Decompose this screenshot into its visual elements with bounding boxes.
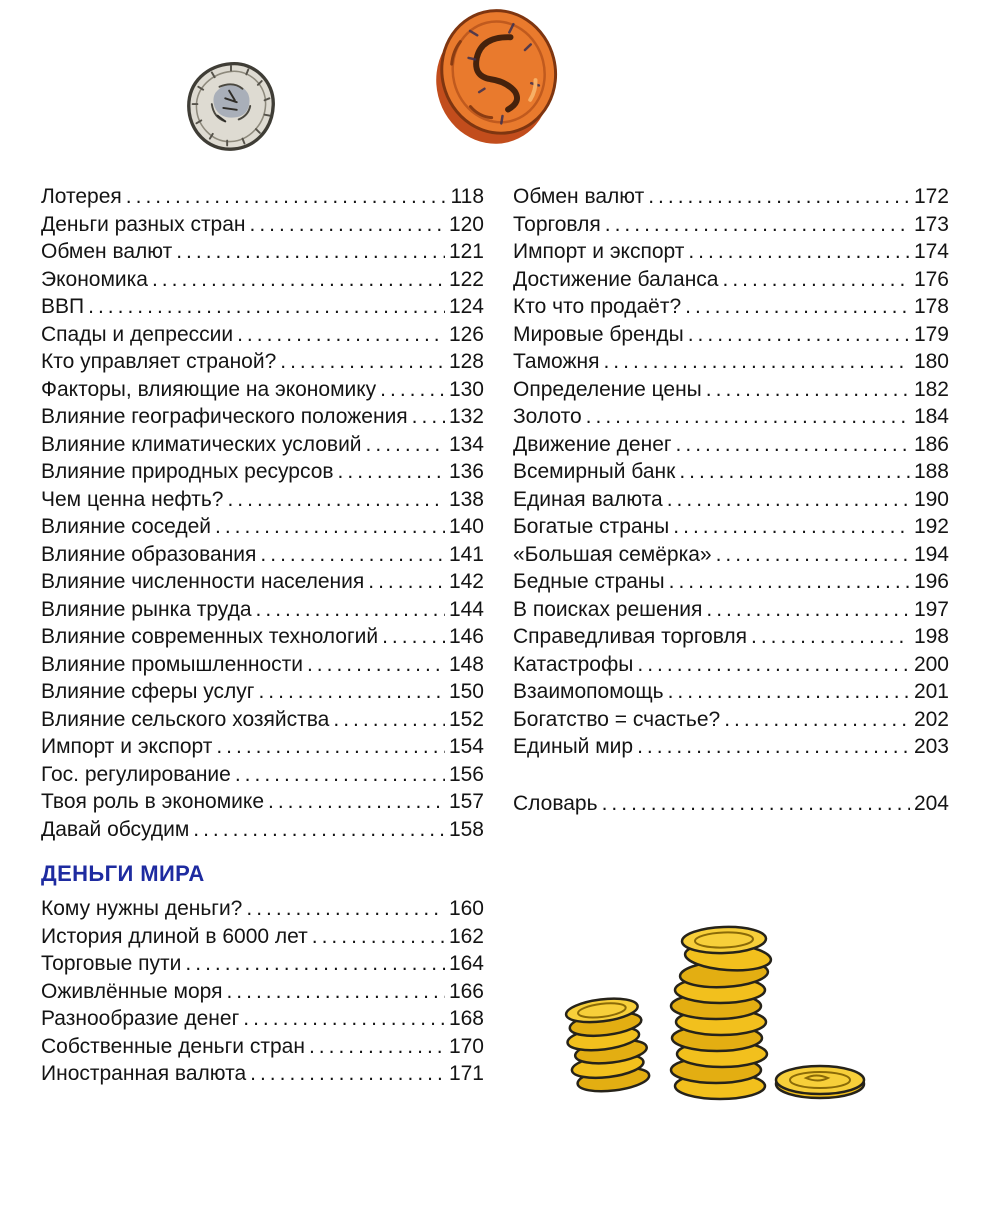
toc-entry-title: Влияние сельского хозяйства bbox=[41, 707, 330, 731]
toc-entry-title: Чем ценна нефть? bbox=[41, 487, 224, 511]
toc-entry-leader bbox=[193, 816, 445, 844]
toc-entry-title: Катастрофы bbox=[513, 652, 634, 676]
toc-entry-title: Всемирный банк bbox=[513, 460, 676, 483]
toc-entry-page: 186 bbox=[913, 432, 949, 456]
ancient-coin-illustration bbox=[183, 58, 279, 154]
toc-entry-page: 176 bbox=[913, 267, 949, 291]
toc-entry bbox=[513, 568, 949, 596]
toc-entry-page: 204 bbox=[913, 791, 949, 815]
coin-stacks-illustration bbox=[552, 884, 874, 1108]
toc-entry-title: Кто что продаёт? bbox=[513, 295, 682, 318]
toc-entry-leader bbox=[688, 238, 910, 266]
toc-entry-page: 171 bbox=[448, 1062, 484, 1085]
toc-entry bbox=[41, 678, 484, 706]
toc-entry-title: Иностранная валюта bbox=[41, 1062, 247, 1085]
toc-entry-page: 158 bbox=[448, 817, 484, 841]
toc-entry-page: 180 bbox=[913, 350, 949, 373]
toc-entry-title: В поисках решения bbox=[513, 597, 703, 621]
toc-entry-page: 124 bbox=[448, 295, 484, 318]
toc-entry-page: 146 bbox=[448, 625, 484, 648]
toc-entry-page: 197 bbox=[913, 597, 949, 621]
toc-entry-title: Влияние промышленности bbox=[41, 652, 303, 676]
toc-entry bbox=[41, 266, 484, 294]
toc-entry-leader bbox=[380, 376, 445, 404]
toc-entry-page: 140 bbox=[448, 515, 484, 538]
toc-entry-page: 144 bbox=[448, 597, 484, 621]
toc-entry-leader bbox=[338, 458, 445, 486]
toc-entry-title: Влияние сферы услуг bbox=[41, 680, 255, 703]
toc-entry-title: Торговля bbox=[513, 212, 601, 236]
toc-entry bbox=[41, 238, 484, 266]
toc-entry-title: Обмен валют bbox=[513, 185, 645, 208]
toc-entry bbox=[513, 431, 949, 459]
toc-entry bbox=[41, 623, 484, 651]
toc-entry-title: Влияние образования bbox=[41, 542, 257, 566]
toc-entry-title: Оживлённые моря bbox=[41, 979, 223, 1003]
toc-entry-page: 202 bbox=[913, 707, 949, 731]
toc-entry-title: Твоя роль в экономике bbox=[41, 790, 264, 813]
toc-entry bbox=[513, 596, 949, 624]
toc-entry-leader bbox=[260, 541, 445, 569]
section-heading: ДЕНЬГИ МИРА bbox=[41, 861, 205, 886]
toc-entry-leader bbox=[706, 596, 910, 624]
toc-entry-leader bbox=[706, 376, 910, 404]
toc-entry bbox=[513, 513, 949, 541]
toc-entry-page: 179 bbox=[913, 322, 949, 346]
toc-entry bbox=[513, 651, 949, 679]
toc-entry-leader bbox=[605, 211, 910, 239]
toc-entry bbox=[513, 541, 949, 569]
toc-entry-page: 194 bbox=[913, 542, 949, 566]
toc-entry-leader bbox=[226, 978, 445, 1006]
toc-entry-leader bbox=[227, 486, 444, 514]
toc-entry-page: 170 bbox=[448, 1034, 484, 1058]
toc-right-column bbox=[513, 183, 949, 817]
toc-entry-leader bbox=[669, 568, 910, 596]
toc-entry-glossary bbox=[513, 790, 949, 818]
toc-entry bbox=[513, 183, 949, 211]
toc-entry bbox=[41, 458, 484, 486]
toc-entry bbox=[41, 431, 484, 459]
toc-entry-page: 136 bbox=[448, 460, 484, 483]
toc-entry-leader bbox=[648, 183, 910, 211]
toc-entry-page: 174 bbox=[913, 240, 949, 263]
toc-entry-leader bbox=[679, 458, 910, 486]
toc-entry bbox=[513, 348, 949, 376]
toc-entry-leader bbox=[637, 733, 910, 761]
toc-entry-title: Таможня bbox=[513, 350, 600, 373]
toc-section-list bbox=[41, 895, 484, 1088]
toc-entry-title: Мировые бренды bbox=[513, 322, 684, 346]
toc-entry bbox=[41, 788, 484, 816]
toc-entry bbox=[513, 706, 949, 734]
toc-entry-title: Влияние численности населения bbox=[41, 570, 365, 593]
toc-entry bbox=[41, 733, 484, 761]
toc-entry-leader bbox=[366, 431, 445, 459]
toc-entry bbox=[41, 183, 484, 211]
toc-entry-page: 126 bbox=[448, 322, 484, 346]
toc-entry-title: Определение цены bbox=[513, 377, 702, 401]
toc-entry-page: 130 bbox=[448, 377, 484, 401]
toc-entry-page: 196 bbox=[913, 570, 949, 593]
toc-entry bbox=[41, 1033, 484, 1061]
toc-entry-title: Импорт и экспорт bbox=[41, 735, 213, 758]
toc-entry-page: 178 bbox=[913, 295, 949, 318]
toc-entry-title: «Большая семёрка» bbox=[513, 542, 712, 566]
toc-left-list bbox=[41, 183, 484, 843]
toc-entry-leader bbox=[724, 706, 910, 734]
toc-entry-leader bbox=[216, 733, 445, 761]
toc-entry-leader bbox=[235, 761, 445, 789]
toc-entry-page: 160 bbox=[448, 897, 484, 920]
toc-entry-leader bbox=[751, 623, 910, 651]
toc-entry bbox=[513, 238, 949, 266]
toc-entry bbox=[41, 1005, 484, 1033]
toc-entry-page: 148 bbox=[448, 652, 484, 676]
toc-entry-page: 118 bbox=[450, 185, 484, 208]
toc-entry bbox=[41, 761, 484, 789]
toc-entry-page: 188 bbox=[913, 460, 949, 483]
toc-entry-leader bbox=[88, 293, 445, 321]
toc-entry-page: 138 bbox=[448, 487, 484, 511]
toc-entry-leader bbox=[676, 431, 910, 459]
toc-entry-title: Влияние географического положения bbox=[41, 405, 408, 428]
toc-entry-title: Обмен валют bbox=[41, 240, 173, 263]
orange-coin-illustration bbox=[428, 4, 566, 148]
toc-entry-title: Разнообразие денег bbox=[41, 1007, 240, 1030]
toc-entry-leader bbox=[685, 293, 910, 321]
toc-entry-title: Бедные страны bbox=[513, 570, 665, 593]
toc-entry-page: 192 bbox=[913, 515, 949, 538]
toc-entry bbox=[513, 211, 949, 239]
toc-entry-leader bbox=[268, 788, 445, 816]
toc-entry-title: Импорт и экспорт bbox=[513, 240, 685, 263]
toc-entry-page: 162 bbox=[448, 924, 484, 948]
toc-entry-leader bbox=[602, 790, 910, 818]
toc-entry-leader bbox=[258, 678, 445, 706]
toc-entry-leader bbox=[237, 321, 445, 349]
toc-entry bbox=[513, 623, 949, 651]
toc-entry-leader bbox=[637, 651, 910, 679]
toc-entry-leader bbox=[280, 348, 445, 376]
toc-entry bbox=[41, 486, 484, 514]
toc-entry-title: Кто управляет страной? bbox=[41, 350, 277, 373]
toc-entry-page: 157 bbox=[448, 790, 484, 813]
toc-entry-leader bbox=[688, 321, 910, 349]
toc-left-column bbox=[41, 183, 484, 1088]
toc-entry-title: Влияние рынка труда bbox=[41, 597, 252, 621]
toc-entry-title: Лотерея bbox=[41, 185, 122, 208]
toc-entry bbox=[513, 678, 949, 706]
toc-entry bbox=[41, 895, 484, 923]
toc-entry-title: ВВП bbox=[41, 295, 85, 318]
toc-entry-page: 182 bbox=[913, 377, 949, 401]
toc-entry-leader bbox=[716, 541, 910, 569]
toc-entry-title: История длиной в 6000 лет bbox=[41, 924, 308, 948]
toc-entry-leader bbox=[673, 513, 910, 541]
toc-entry-leader bbox=[250, 211, 445, 239]
toc-entry bbox=[513, 376, 949, 404]
toc-entry-page: 173 bbox=[913, 212, 949, 236]
toc-entry-leader bbox=[723, 266, 910, 294]
toc-entry-page: 152 bbox=[448, 707, 484, 731]
toc-entry-title: Собственные деньги стран bbox=[41, 1034, 305, 1058]
toc-entry bbox=[41, 978, 484, 1006]
toc-entry-title: Единая валюта bbox=[513, 487, 663, 511]
toc-entry-leader bbox=[368, 568, 445, 596]
toc-entry-title: Единый мир bbox=[513, 735, 634, 758]
toc-entry-page: 120 bbox=[448, 212, 484, 236]
toc-entry-leader bbox=[312, 923, 445, 951]
toc-entry-page: 201 bbox=[913, 680, 949, 703]
toc-entry-leader bbox=[256, 596, 445, 624]
toc-entry bbox=[513, 486, 949, 514]
toc-entry bbox=[513, 293, 949, 321]
toc-entry-leader bbox=[307, 651, 445, 679]
toc-entry-title: Богатые страны bbox=[513, 515, 670, 538]
toc-entry-page: 134 bbox=[448, 432, 484, 456]
toc-entry-leader bbox=[250, 1060, 445, 1088]
toc-entry-leader bbox=[309, 1033, 445, 1061]
toc-entry-title: Влияние современных технологий bbox=[41, 625, 379, 648]
toc-entry bbox=[41, 596, 484, 624]
toc-entry-page: 142 bbox=[448, 570, 484, 593]
toc-entry-leader bbox=[382, 623, 445, 651]
toc-entry-page: 203 bbox=[913, 735, 949, 758]
toc-entry-leader bbox=[667, 486, 910, 514]
toc-entry-page: 168 bbox=[448, 1007, 484, 1030]
toc-entry-page: 172 bbox=[913, 185, 949, 208]
toc-entry bbox=[41, 706, 484, 734]
toc-entry bbox=[41, 950, 484, 978]
toc-entry-page: 198 bbox=[913, 625, 949, 648]
toc-entry-title: Движение денег bbox=[513, 432, 672, 456]
toc-entry-leader bbox=[215, 513, 445, 541]
toc-entry-title: Словарь bbox=[513, 791, 598, 815]
toc-entry-title: Кому нужны деньги? bbox=[41, 897, 243, 920]
toc-entry-title: Деньги разных стран bbox=[41, 212, 246, 236]
toc-entry-page: 164 bbox=[448, 952, 484, 975]
toc-right-list bbox=[513, 183, 949, 761]
toc-entry-leader bbox=[668, 678, 910, 706]
toc-entry-title: Влияние соседей bbox=[41, 515, 211, 538]
toc-entry-title: Золото bbox=[513, 405, 582, 428]
toc-entry bbox=[41, 211, 484, 239]
toc-entry-leader bbox=[586, 403, 910, 431]
toc-entry bbox=[513, 266, 949, 294]
toc-entry-page: 190 bbox=[913, 487, 949, 511]
toc-entry bbox=[41, 321, 484, 349]
toc-entry-title: Давай обсудим bbox=[41, 817, 190, 841]
toc-entry-leader bbox=[246, 895, 445, 923]
toc-entry bbox=[41, 923, 484, 951]
toc-entry-leader bbox=[185, 950, 445, 978]
toc-entry bbox=[513, 403, 949, 431]
toc-entry bbox=[513, 733, 949, 761]
toc-entry-leader bbox=[603, 348, 909, 376]
toc-entry bbox=[41, 816, 484, 844]
toc-entry-title: Взаимопомощь bbox=[513, 680, 664, 703]
toc-entry bbox=[41, 541, 484, 569]
toc-entry-leader bbox=[126, 183, 447, 211]
toc-entry-page: 184 bbox=[913, 405, 949, 428]
toc-entry-title: Спады и депрессии bbox=[41, 322, 234, 346]
toc-entry-title: Влияние природных ресурсов bbox=[41, 460, 334, 483]
toc-entry-page: 128 bbox=[448, 350, 484, 373]
toc-entry bbox=[41, 651, 484, 679]
toc-entry-title: Достижение баланса bbox=[513, 267, 719, 291]
toc-entry-page: 121 bbox=[448, 240, 484, 263]
toc-entry bbox=[41, 568, 484, 596]
toc-entry bbox=[513, 458, 949, 486]
toc-entry bbox=[41, 348, 484, 376]
toc-entry-leader bbox=[333, 706, 445, 734]
toc-entry bbox=[41, 376, 484, 404]
toc-entry-title: Экономика bbox=[41, 267, 148, 291]
toc-entry bbox=[41, 513, 484, 541]
toc-entry-title: Справедливая торговля bbox=[513, 625, 747, 648]
toc-entry-page: 132 bbox=[448, 405, 484, 428]
toc-entry-page: 200 bbox=[913, 652, 949, 676]
toc-entry bbox=[41, 1060, 484, 1088]
toc-entry-page: 141 bbox=[448, 542, 484, 566]
toc-entry-page: 122 bbox=[448, 267, 484, 291]
toc-entry-title: Гос. регулирование bbox=[41, 762, 231, 786]
toc-entry bbox=[513, 321, 949, 349]
toc-entry-title: Торговые пути bbox=[41, 952, 182, 975]
toc-entry bbox=[41, 403, 484, 431]
toc-entry-title: Влияние климатических условий bbox=[41, 432, 362, 456]
toc-entry-page: 156 bbox=[448, 762, 484, 786]
toc-entry-leader bbox=[412, 403, 445, 431]
toc-entry-page: 150 bbox=[448, 680, 484, 703]
toc-entry-leader bbox=[152, 266, 445, 294]
toc-entry bbox=[41, 293, 484, 321]
toc-entry-title: Богатство = счастье? bbox=[513, 707, 721, 731]
toc-entry-page: 166 bbox=[448, 979, 484, 1003]
toc-entry-title: Факторы, влияющие на экономику bbox=[41, 377, 377, 401]
toc-entry-leader bbox=[176, 238, 445, 266]
toc-entry-page: 154 bbox=[448, 735, 484, 758]
toc-entry-leader bbox=[243, 1005, 445, 1033]
